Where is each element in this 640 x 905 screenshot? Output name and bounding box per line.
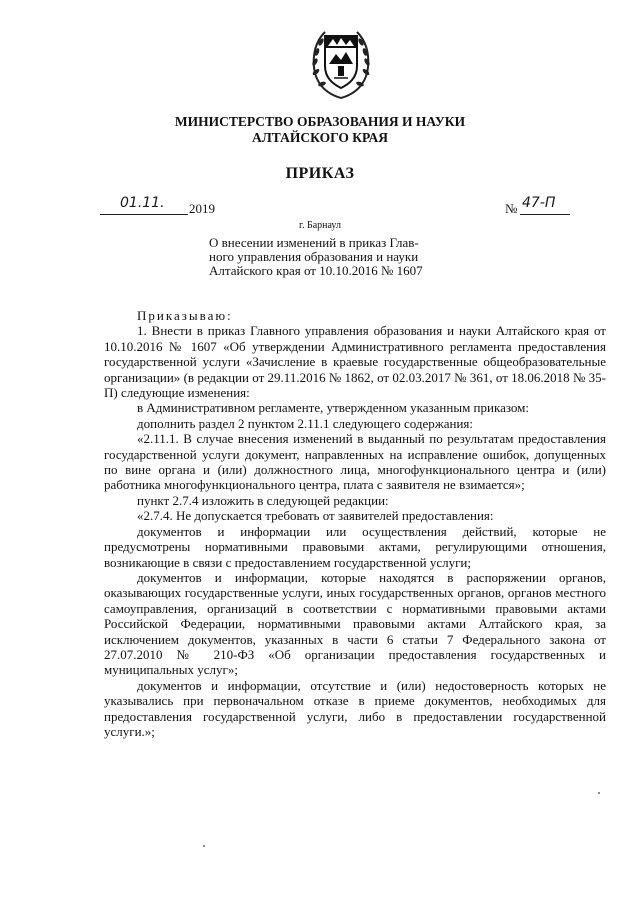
body-paragraph: «2.11.1. В случае внесения изменений в выданный по результатам предоставления государственной услуги документ, направленных на исправление ошибок, допущенных по вине органа и (или) должностного лица, многофункционального центра и (или) работника многофункционального центра, плата с заявителя не взимается»;	[104, 431, 606, 493]
date-year: 2019	[189, 201, 215, 216]
document-type-title: ПРИКАЗ	[285, 165, 355, 182]
body-paragraph: документов и информации или осуществления действий, которые не предусмотрены нормативными правовыми актами, регулирующими отношения, возникающие в связи с предоставлением государственной услуги;	[104, 523, 606, 570]
body-paragraph: пункт 2.7.4 изложить в следующей редакции:	[137, 492, 389, 508]
order-preamble: Приказываю:	[137, 308, 233, 323]
body-paragraph: документов и информации, которые находятся в распоряжении органов, оказывающих государственные услуги, иных государственных органов, органов местного самоуправления, организаций в соответствии с нормативными правовыми актами Российской Федерации, нормативными правовыми актами Алтайского края, за исключением документов, указанных в части 6 статьи 7 Федерального закона от 27.07.2010 № 210-ФЗ «Об организации предоставления государственных и муниципальных услуг»;	[104, 569, 606, 678]
body-paragraph: в Административном регламенте, утвержденном указанным приказом:	[137, 400, 529, 416]
subject-line: Алтайского края от 10.10.2016 № 1607	[209, 263, 423, 278]
coat-of-arms-icon	[306, 26, 376, 102]
handwritten-date: 01.11.	[120, 195, 165, 211]
order-body	[104, 308, 606, 739]
body-paragraph: «2.7.4. Не допускается требовать от заявителей предоставления:	[137, 508, 494, 524]
city-name: г. Барнаул	[299, 220, 341, 231]
scan-speck	[203, 845, 205, 847]
subject-line: О внесении изменений в приказ Глав-	[209, 235, 419, 250]
ministry-name-line1: МИНИСТЕРСТВО ОБРАЗОВАНИЯ И НАУКИ	[174, 114, 466, 129]
body-paragraph: документов и информации, отсутствие и (или) недостоверность которых не указывались при первоначальном отказе в приеме документов, необходимых для предоставления государственной услуги, либо в предоставлении государственной услуги.»;	[104, 677, 606, 739]
subject-line: ного управления образования и науки	[209, 249, 419, 264]
body-paragraph: 1. Внести в приказ Главного управления образования и науки Алтайского края от 10.10.2016 № 1607 «Об утверждении Административного регламента предоставления государственной услуги «Зачисление в краевые государственные общеобразовательные организации» (в редакции от 29.11.2016 № 1862, от 02.03.2017 № 361, от 18.06.2018 № 35-П) следующие изменения:	[104, 323, 606, 401]
ministry-name-line2: АЛТАЙСКОГО КРАЯ	[251, 130, 389, 145]
handwritten-order-number: 47-П	[522, 195, 556, 211]
order-subject	[209, 236, 469, 278]
body-paragraph: дополнить раздел 2 пунктом 2.11.1 следующего содержания:	[137, 415, 474, 431]
scan-speck	[598, 792, 600, 794]
number-sign: №	[505, 201, 518, 216]
